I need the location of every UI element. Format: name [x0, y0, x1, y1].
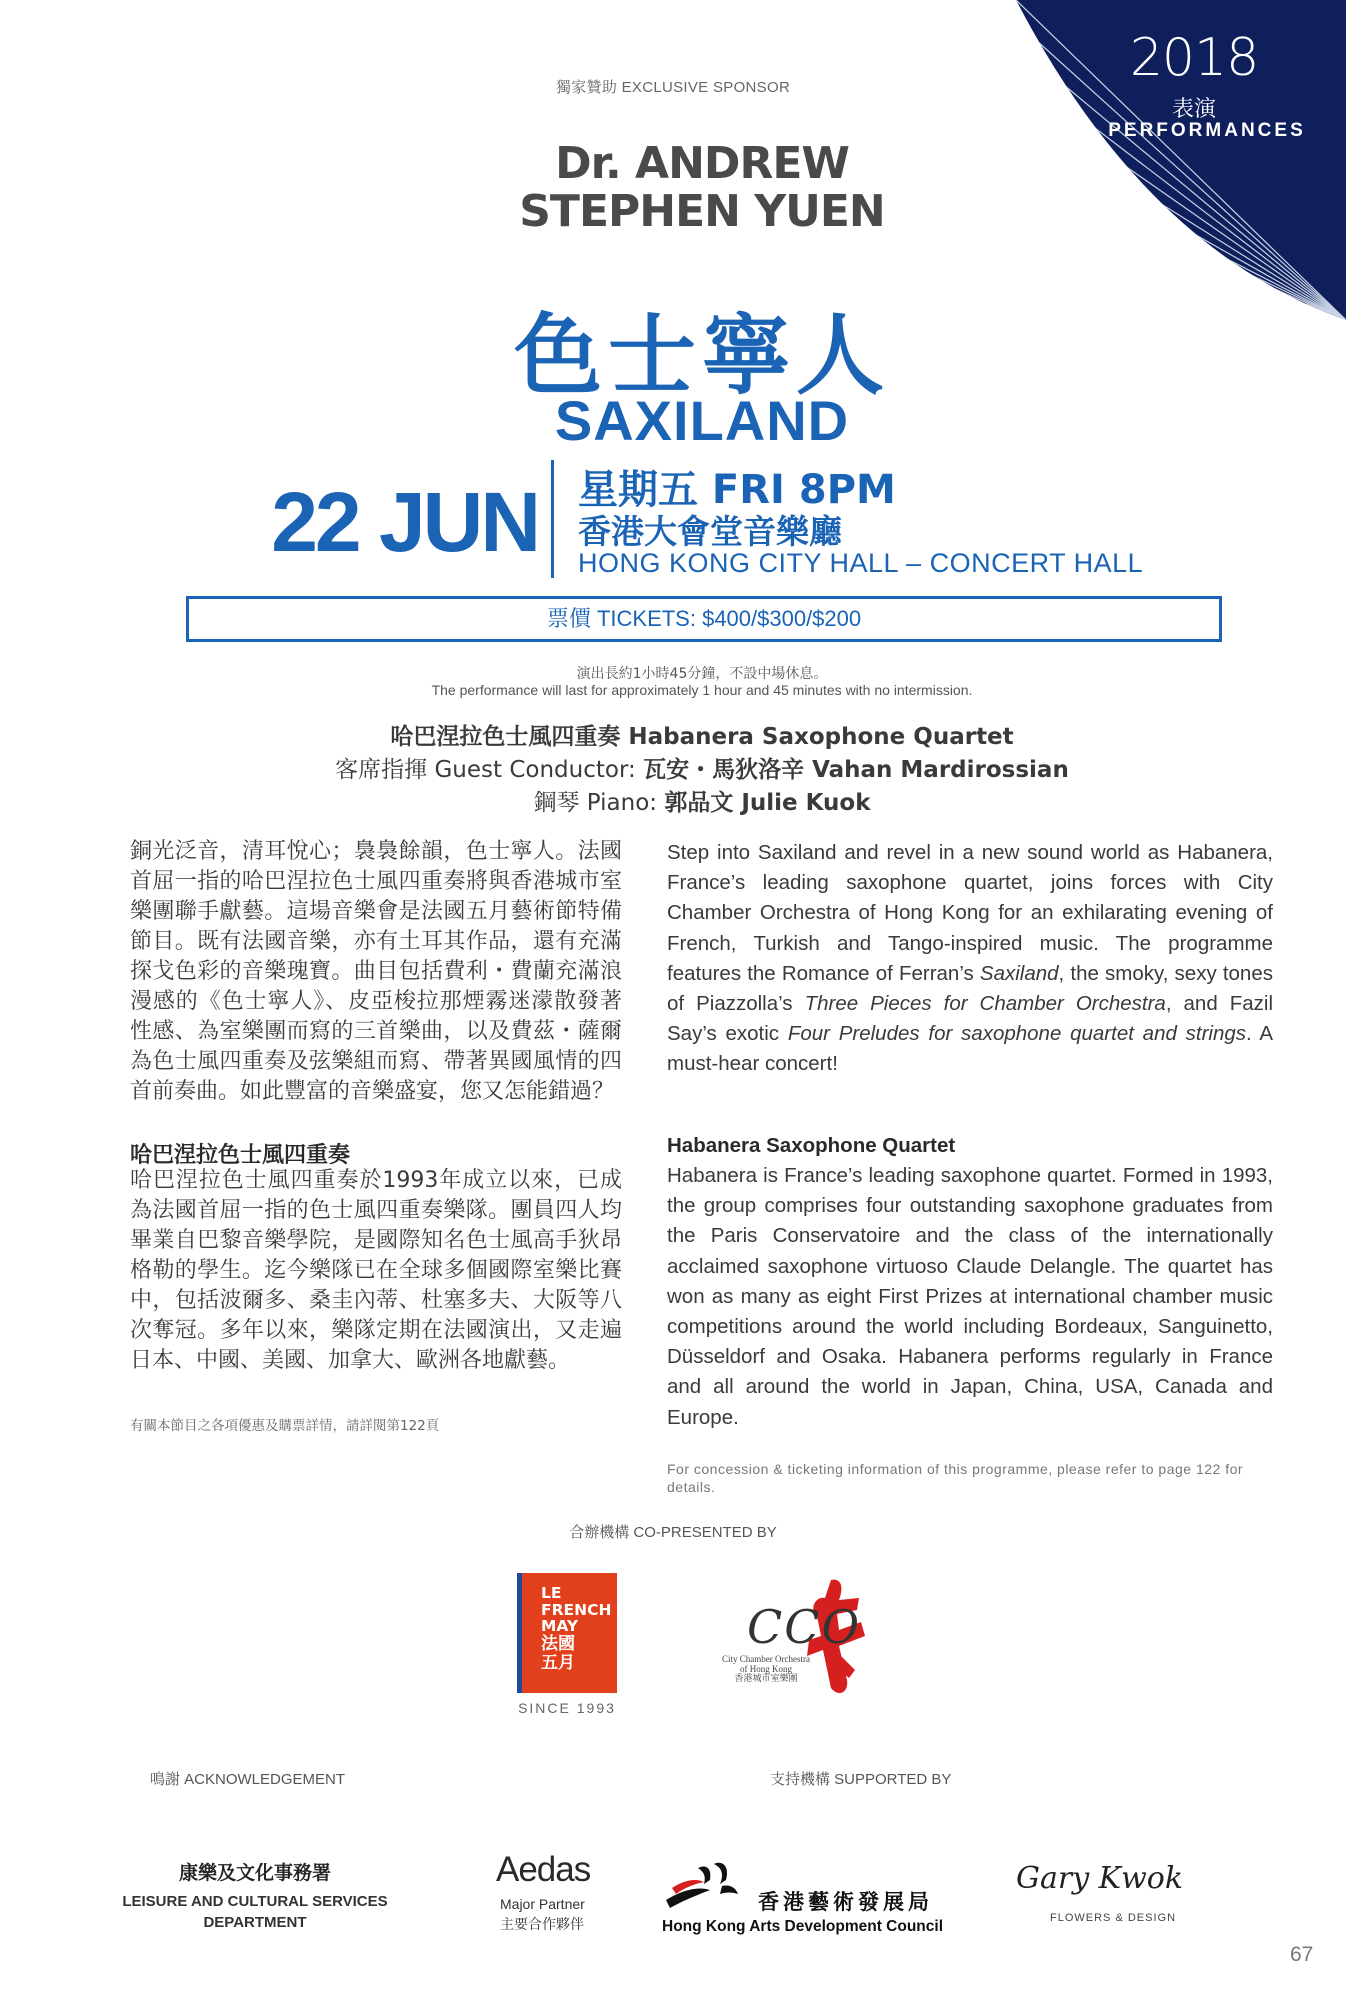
gk-subtitle: FLOWERS & DESIGN	[1050, 1912, 1177, 1924]
cco-small-text: City Chamber Orchestra of Hong Kong 香港城市室樂團	[722, 1654, 810, 1684]
sponsor-name	[0, 140, 1346, 236]
credit-ensemble	[0, 718, 1346, 751]
intro-zh: 銅光泛音，清耳悅心；裊裊餘韻，色士寧人。法國首屈一指的哈巴涅拉色士風四重奏將與香港城市室樂團聯手獻藝。這場音樂會是法國五月藝術節特備節目。既有法國音樂，亦有土耳其作品，還有充滿探戈色彩的音樂瑰寶。曲目包括費利・費蘭充滿浪漫感的《色士寧人》、皮亞梭拉那煙霧迷濛散發著性感、為室樂團而寫的三首樂曲，以及費茲・薩爾為色士風四重奏及弦樂組而寫、帶著異國風情的四首前奏曲。如此豐富的音樂盛宴，您又怎能錯過？	[130, 839, 622, 1104]
duration-zh: 演出長約1小時45分鐘，不設中場休息。	[576, 666, 828, 682]
hkadc-name-en: Hong Kong Arts Development Council	[662, 1918, 944, 1935]
sponsor-name-line2: STEPHEN YUEN	[519, 186, 885, 237]
cco-logo	[689, 1570, 889, 1710]
corner-year: 2018	[1129, 28, 1259, 88]
cco-letters: CCO	[747, 1600, 862, 1654]
piano-role: 鋼琴 Piano:	[533, 790, 665, 816]
work-three-pieces: Three Pieces for Chamber Orchestra	[804, 992, 1166, 1016]
co-presented-label: 合辦機構 CO-PRESENTED BY	[569, 1524, 777, 1541]
sponsor-name-line1: Dr. ANDREW	[555, 138, 849, 189]
aedas-sub-zh: 主要合作夥伴	[500, 1917, 584, 1933]
acknowledgement-label: 鳴謝 ACKNOWLEDGEMENT	[150, 1771, 346, 1788]
event-title-en: SAXILAND	[554, 389, 850, 452]
piano-name: 郭品文 Julie Kuok	[664, 790, 871, 816]
lcsd-name-en: LEISURE AND CULTURAL SERVICES DEPARTMENT	[122, 1893, 388, 1931]
quartet-about-zh: 哈巴涅拉色士風四重奏於1993年成立以來，已成為法國首屈一指的色士風四重奏樂隊。團員四人均畢業自巴黎音樂學院，是國際知名色士風高手狄昂格勒的學生。迄今樂隊已在全球多個國際室樂比賽中，包括波爾多、桑圭內蒂、杜塞多夫、大阪等八次奪冠。多年以來，樂隊定期在法國演出，又走遍日本、中國、美國、加拿大、歐洲各地獻藝。	[130, 1168, 622, 1373]
event-day-time: 星期五 FRI 8PM	[578, 467, 896, 513]
work-four-preludes: Four Preludes for saxophone quartet and strings	[787, 1022, 1247, 1046]
aedas-logo: Aedas	[496, 1850, 591, 1889]
ensemble-name: 哈巴涅拉色士風四重奏 Habanera Saxophone Quartet	[390, 724, 1014, 750]
conductor-name: 瓦安・馬狄洛辛 Vahan Mardirossian	[643, 757, 1069, 783]
lcsd-name-zh: 康樂及文化事務署	[178, 1862, 331, 1884]
credit-conductor	[0, 751, 1346, 784]
corner-label-en: PERFORMANCES	[1108, 120, 1306, 141]
ticket-note-zh: 有關本節目之各項優惠及購票詳情，請詳閱第122頁	[130, 1418, 440, 1434]
duration-en: The performance will last for approximately 1 hour and 45 minutes with no intermission.	[431, 682, 973, 698]
gk-signature: Gary Kwok	[1016, 1861, 1184, 1896]
le-french-may-logo	[517, 1573, 617, 1693]
lfm-logo-text: LE FRENCH MAY 法國 五月	[541, 1584, 612, 1673]
page-number: 67	[1290, 1943, 1314, 1966]
venue-zh: 香港大會堂音樂廳	[578, 512, 842, 551]
hkadc-name-zh: 香港藝術發展局	[758, 1890, 933, 1914]
lfm-since: SINCE 1993	[518, 1700, 616, 1716]
quartet-about-en: Habanera is France’s leading saxophone quartet. Formed in 1993, the group comprises four outstanding saxophone graduates from the Paris Conservatoire and the class of the internationally acclaimed saxophone virtuoso Claude Delangle. The quartet has won as many as eight First Prizes at international chamber music competitions around the world including Bordeaux, Sanguinetto, Düsseldorf and Osaka. Habanera performs regularly in France and all around the world in Japan, China, USA, Canada and Europe.	[667, 1164, 1273, 1429]
credit-piano	[0, 784, 1346, 817]
gary-kwok-signature-logo	[1014, 1858, 1234, 1898]
quartet-heading-zh: 哈巴涅拉色士風四重奏	[130, 1143, 351, 1168]
ticket-note-en: For concession & ticketing information of this programme, please refer to page 122 for details.	[667, 1461, 1244, 1495]
hkadc-logo-icon	[662, 1860, 740, 1910]
event-title-zh: 色士寧人	[513, 304, 890, 407]
supported-by-label: 支持機構 SUPPORTED BY	[770, 1771, 952, 1788]
corner-label-zh: 表演	[1171, 97, 1216, 122]
date-divider	[551, 460, 554, 578]
intro-en: Step into Saxiland and revel in a new sound world as Habanera, France’s leading saxophone quartet, joins forces with City Chamber Orchestra of Hong Kong for an exhilarating evening of French, Turkish and Tango-inspired music. The programme features the Romance of Ferran’s Saxiland, the smoky, sexy tones of Piazzolla’s Three Pieces for Chamber Orchestra, and Fazil Say’s exotic Four Preludes for saxophone quartet and strings. A must-hear concert!	[667, 841, 1274, 1076]
work-saxiland: Saxiland	[979, 961, 1059, 985]
quartet-heading-en: Habanera Saxophone Quartet	[667, 1134, 956, 1157]
venue-en: HONG KONG CITY HALL – CONCERT HALL	[578, 548, 1144, 578]
ticket-prices: 票價 TICKETS: $400/$300/$200	[186, 596, 1222, 642]
event-date: 22 JUN	[271, 475, 538, 569]
conductor-role: 客席指揮 Guest Conductor:	[335, 757, 644, 783]
sponsor-label: 獨家贊助 EXCLUSIVE SPONSOR	[555, 79, 791, 96]
aedas-sub-en: Major Partner	[500, 1896, 585, 1912]
